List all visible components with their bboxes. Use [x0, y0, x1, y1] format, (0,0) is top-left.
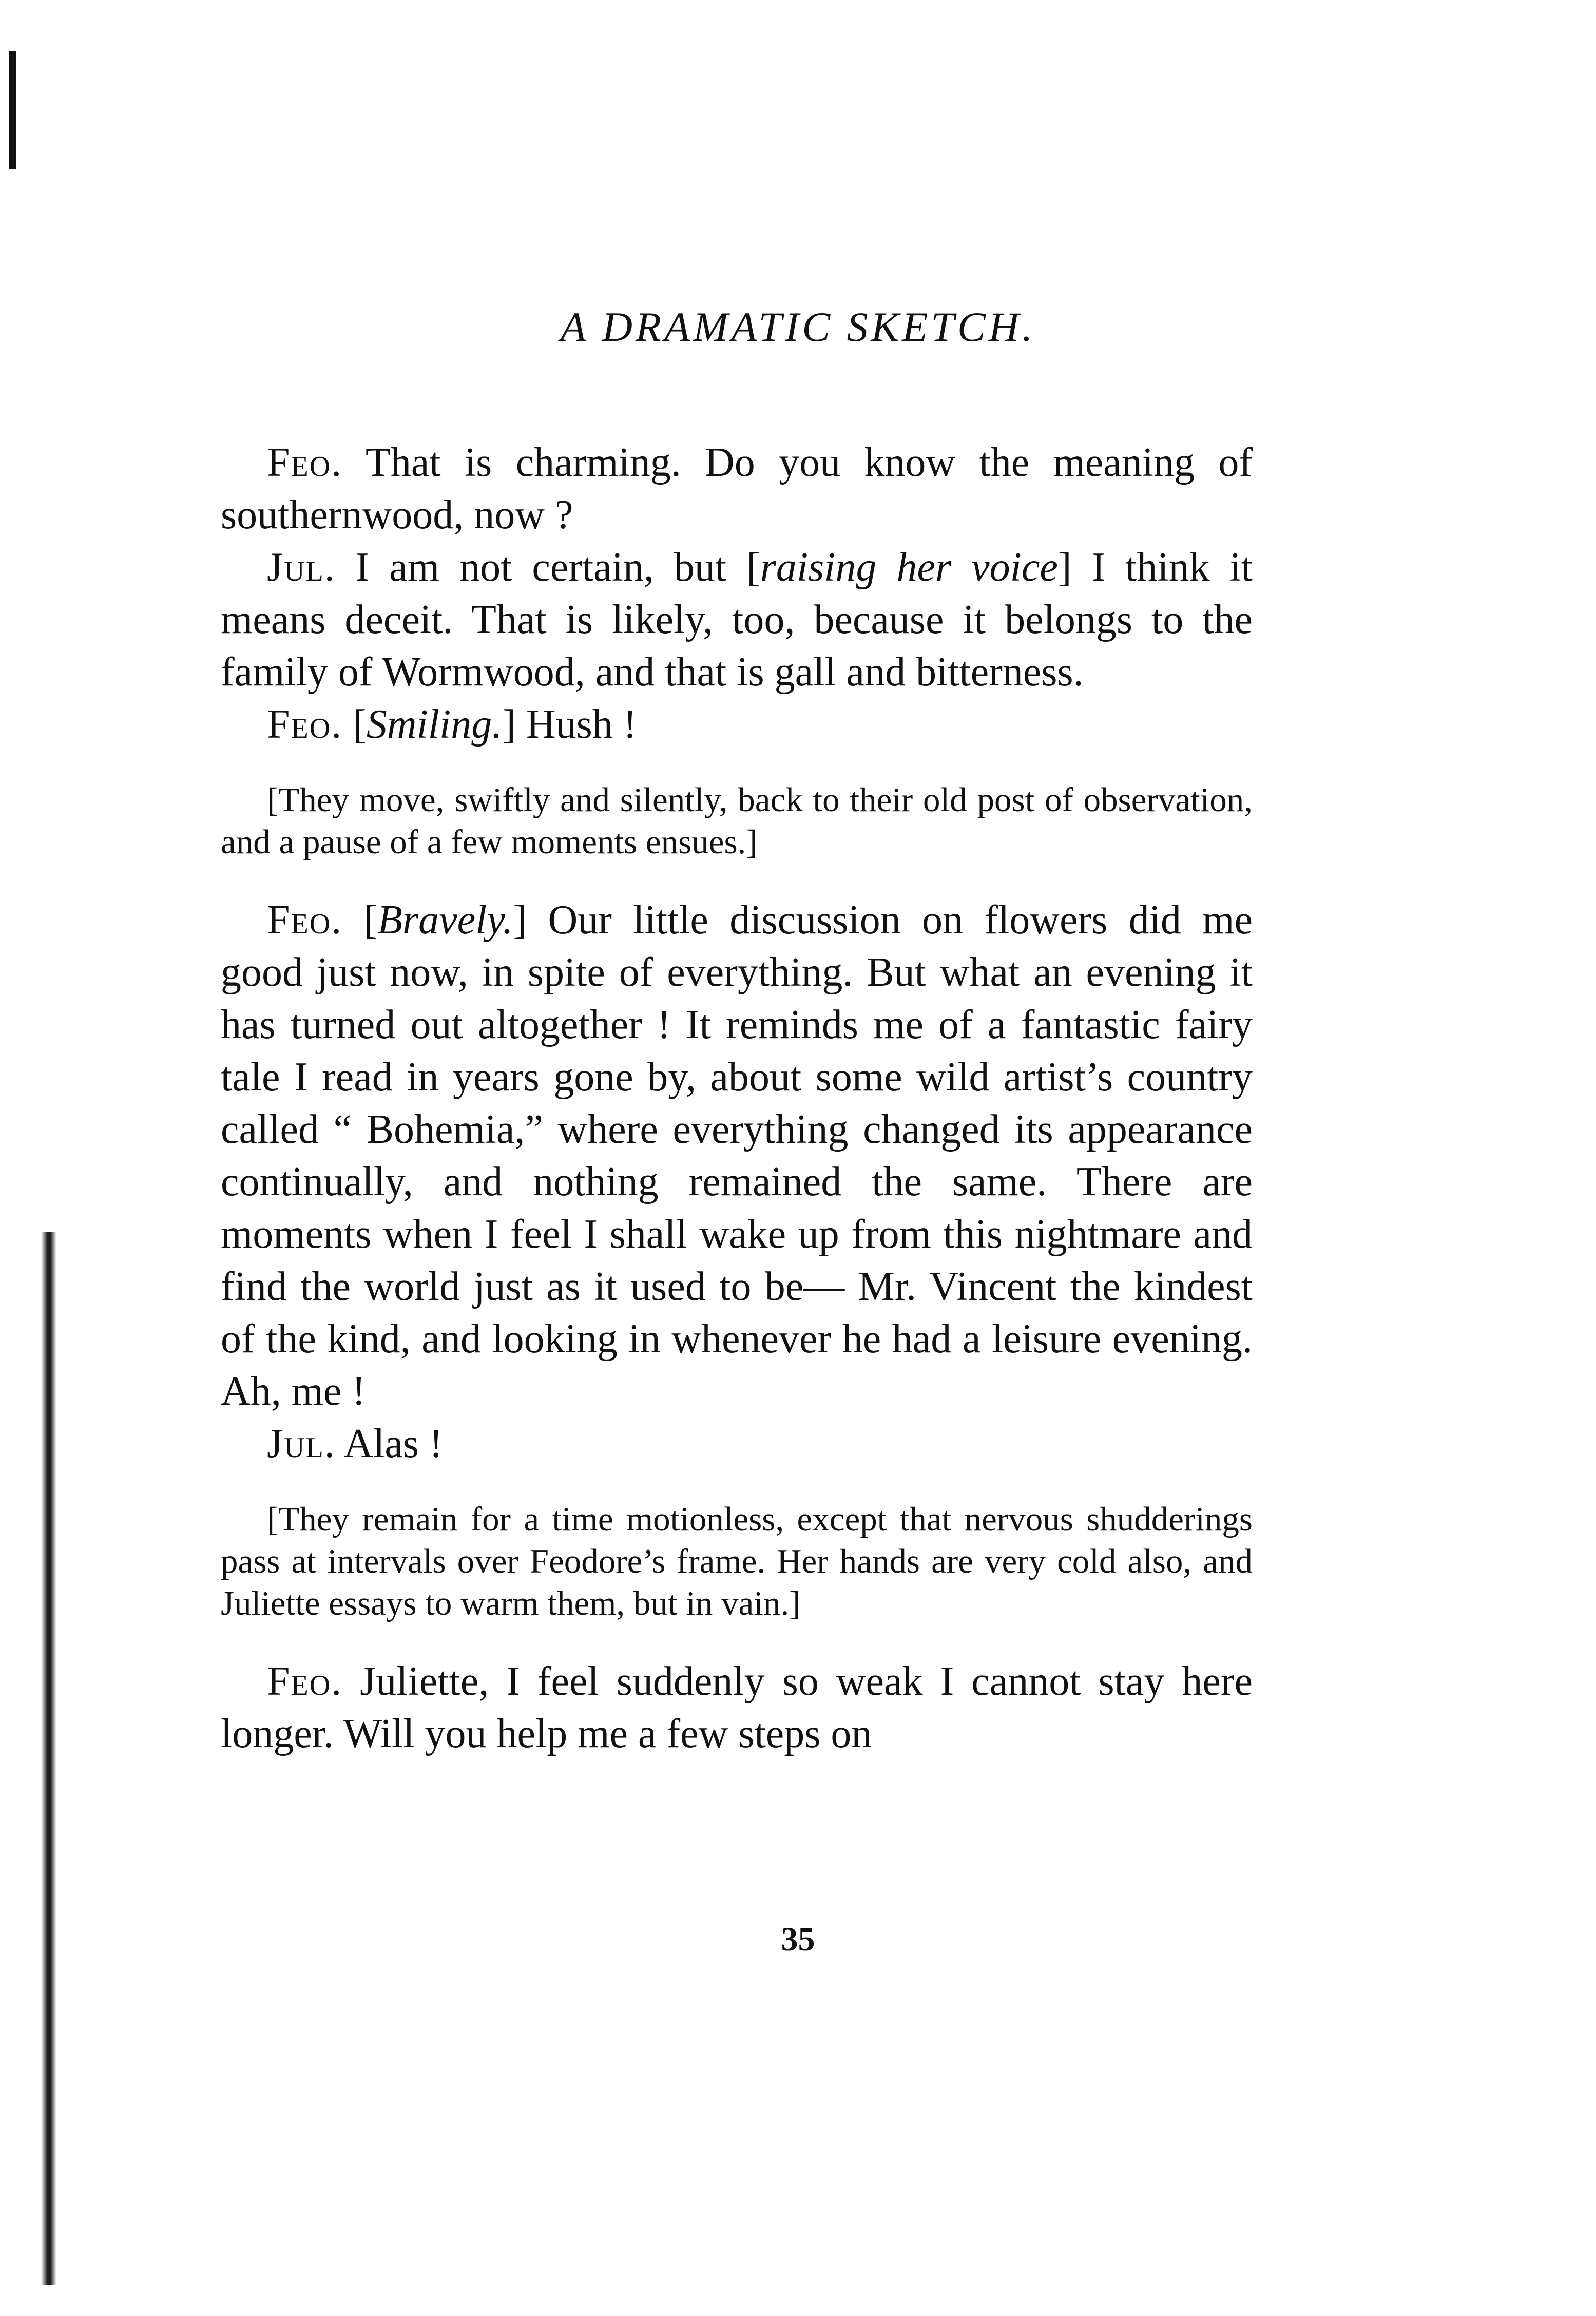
page-binding-mark	[9, 51, 16, 169]
dialogue-text: I am not certain, but [	[355, 545, 760, 590]
dialogue-paragraph	[221, 894, 1253, 1418]
dialogue-text: ] I think it means deceit. That is likely, too, because it belongs to the family of Wormwood, and that is gall and bitterness.	[221, 545, 1253, 695]
dialogue-paragraph	[221, 541, 1253, 698]
stage-direction: [They move, swiftly and silently, back to their old post of observation, and a pause of a few moments ensues.]	[221, 781, 1253, 861]
dialogue-text: ] Our little discussion on flowers did me good just now, in spite of everything. But what an evening it has turned out altogether ! It reminds me of a fantastic fairy tale I read in years gone by, about some wild artist’s country called “ Bohemia,” where everything changed its appearance continually, and nothing remained the same. There are moments when I feel I shall wake up from this nightmare and find the world just as it used to be— Mr. Vincent the kindest of the kind, and looking in whenever he had a leisure evening. Ah, me !	[221, 897, 1253, 1414]
speaker-label: Feo.	[267, 1659, 343, 1704]
speaker-label: Feo.	[267, 702, 343, 747]
dialogue-text: Juliette, I feel suddenly so weak I cannot stay here longer. Will you help me a few steps on	[221, 1659, 1253, 1756]
inline-direction: raising her voice	[760, 545, 1058, 590]
dialogue-paragraph	[221, 698, 1253, 751]
inline-direction: Smiling.	[366, 702, 503, 747]
speaker-label: Jul.	[267, 545, 336, 590]
dialogue-text: ] Hush !	[502, 702, 637, 747]
inline-direction: Bravely.	[377, 897, 513, 943]
speaker-label: Feo.	[267, 440, 343, 485]
speaker-label: Jul.	[267, 1421, 336, 1466]
dialogue-text: Alas !	[343, 1421, 443, 1466]
speaker-label: Feo.	[267, 897, 343, 943]
dialogue-text: [	[353, 702, 367, 747]
dialogue-paragraph	[221, 1418, 1253, 1470]
page-binding-edge	[41, 1232, 56, 2285]
page-body	[221, 436, 1253, 1760]
dialogue-paragraph	[221, 1655, 1253, 1760]
page-number: 35	[781, 1921, 815, 1958]
dialogue-paragraph	[221, 436, 1253, 541]
stage-direction: [They remain for a time motionless, except that nervous shudderings pass at intervals over Feodore’s frame. Her hands are very cold also, and Juliette essays to warm them, but in vain.]	[221, 1500, 1253, 1622]
dialogue-text: [	[363, 897, 378, 943]
running-head: A DRAMATIC SKETCH.	[560, 303, 1036, 350]
dialogue-text: That is charming. Do you know the meaning of southernwood, now ?	[221, 440, 1253, 538]
